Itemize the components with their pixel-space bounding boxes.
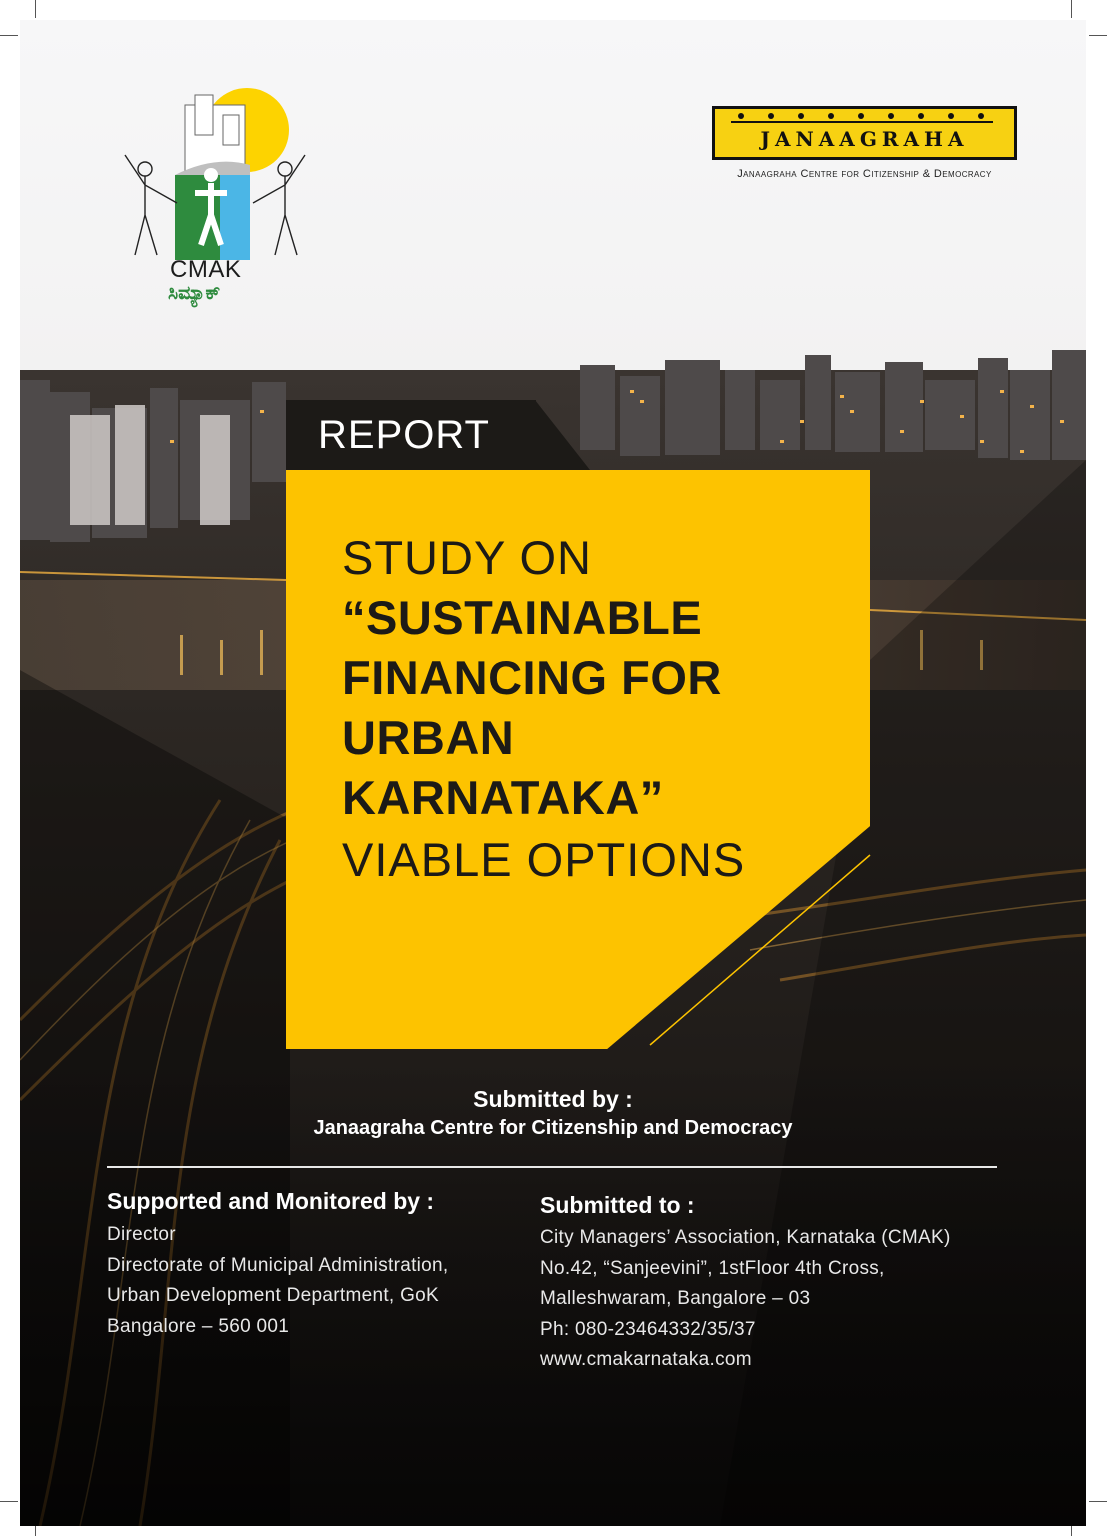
janaagraha-wordmark: JANAAGRAHA xyxy=(760,127,969,151)
submitted-by-org: Janaagraha Centre for Citizenship and Democracy xyxy=(313,1117,793,1139)
report-cover xyxy=(20,20,1086,1526)
crop-mark xyxy=(0,1501,18,1502)
title-line-study-on: STUDY ON xyxy=(342,531,592,584)
submitted-to-line: City Managers’ Association, Karnataka (CMAK) xyxy=(540,1227,951,1248)
supported-by-heading: Supported and Monitored by : xyxy=(107,1188,435,1214)
cmak-logo-kannada-text: ಸಿಮ್ಯಾಕ್ xyxy=(168,282,221,304)
janaagraha-logo xyxy=(712,106,1017,160)
supported-by-line: Directorate of Municipal Administration, xyxy=(107,1255,449,1276)
supported-by-line: Urban Development Department, GoK xyxy=(107,1285,439,1306)
title-line-urban: URBAN xyxy=(342,711,515,764)
crop-mark xyxy=(0,35,18,36)
title-line-financing: FINANCING FOR xyxy=(342,651,722,704)
title-line-sustainable: “SUSTAINABLE xyxy=(342,591,703,644)
janaagraha-tagline: Janaagraha Centre for Citizenship & Democracy xyxy=(737,168,992,180)
section-divider xyxy=(107,1166,997,1168)
supported-by-line: Bangalore – 560 001 xyxy=(107,1316,290,1337)
report-label: REPORT xyxy=(286,400,536,470)
title-line-viable-options: VIABLE OPTIONS xyxy=(342,833,746,886)
submitted-to-line: Ph: 080-23464332/35/37 xyxy=(540,1319,756,1340)
supported-by-line: Director xyxy=(107,1224,176,1245)
title-line-karnataka: KARNATAKA” xyxy=(342,771,664,824)
submitted-to-line: No.42, “Sanjeevini”, 1stFloor 4th Cross, xyxy=(540,1258,885,1279)
report-label-wedge xyxy=(535,400,605,470)
crop-mark xyxy=(35,0,36,18)
submitted-to-heading: Submitted to : xyxy=(540,1192,695,1218)
cmak-logo-text: CMAK xyxy=(170,256,242,283)
crop-mark xyxy=(1071,0,1072,18)
submitted-to-website-link[interactable]: www.cmakarnataka.com xyxy=(540,1349,752,1370)
crop-mark xyxy=(1089,1501,1107,1502)
submitted-by-heading: Submitted by : xyxy=(473,1086,633,1112)
submitted-to-line: Malleshwaram, Bangalore – 03 xyxy=(540,1288,811,1309)
crop-mark xyxy=(1089,35,1107,36)
decorative-diagonal-line xyxy=(640,850,880,1050)
